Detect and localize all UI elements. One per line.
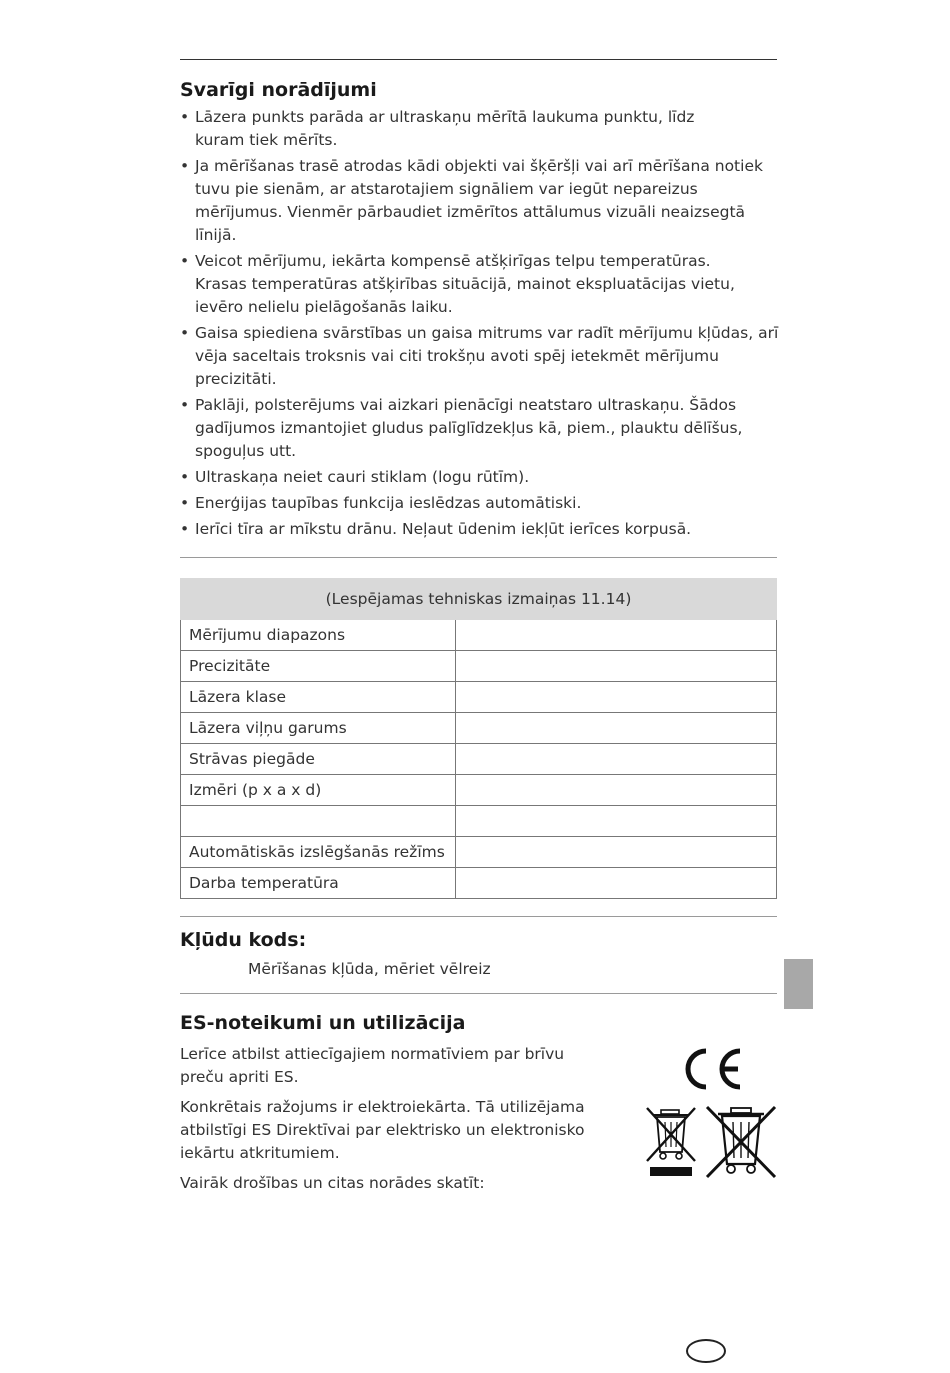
table-row [181, 744, 777, 775]
page-marker-oval [686, 1339, 726, 1363]
spec-value [456, 868, 777, 899]
section-divider [180, 993, 777, 994]
list-item: • Enerģijas taupības funkcija ieslēdzas automātiski. [180, 492, 780, 515]
list-item: • Veicot mērījumu, iekārta kompensē atšķirīgas telpu temperatūras. Krasas temperatūras atšķirības situācijā, mainot ekspluatācijas vietu, ievēro nelielu pielāgošanās laiku. [180, 250, 755, 319]
es-title: ES-noteikumi un utilizācija [180, 1012, 466, 1034]
ce-mark-icon [678, 1044, 746, 1094]
es-text [180, 1043, 610, 1202]
list-item: • Ierīci tīra ar mīkstu drānu. Neļaut ūdenim iekļūt ierīces korpusā. [180, 518, 780, 541]
spec-value [456, 682, 777, 713]
spec-value [456, 837, 777, 868]
spec-label [181, 806, 456, 837]
spec-label: Darba temperatūra [181, 868, 456, 899]
spec-label: Lāzera viļņu garums [181, 713, 456, 744]
spec-label: Lāzera klase [181, 682, 456, 713]
table-row [181, 806, 777, 837]
spec-label: Mērījumu diapazons [181, 620, 456, 651]
spec-label: Precizitāte [181, 651, 456, 682]
list-item: • Ultraskaņa neiet cauri stiklam (logu rūtīm). [180, 466, 780, 489]
spec-table-header: (Lespējamas tehniskas izmaiņas 11.14) [181, 579, 777, 620]
spec-value [456, 806, 777, 837]
es-paragraph: Lerīce atbilst attiecīgajiem normatīviem par brīvu preču apriti ES. [180, 1045, 565, 1086]
top-rule [180, 59, 777, 60]
side-tab-marker [784, 959, 813, 1009]
section-divider [180, 916, 777, 917]
table-row [181, 682, 777, 713]
table-row [181, 620, 777, 651]
table-row [181, 868, 777, 899]
spec-value [456, 713, 777, 744]
section-divider [180, 557, 777, 558]
list-item: • Ja mērīšanas trasē atrodas kādi objekti vai šķēršļi vai arī mērīšana notiek tuvu pie sienām, ar atstarotajiem signāliem var iegūt nepareizus mērījumus. Vienmēr pārbaudiet izmērītos attālumus vizuāli neaizsegtā līnijā. [180, 155, 780, 247]
table-row [181, 713, 777, 744]
notes-title: Svarīgi norādījumi [180, 79, 377, 101]
notes-list [180, 106, 780, 544]
spec-label: Izmēri (p x a x d) [181, 775, 456, 806]
crossed-bin-icon [704, 1104, 778, 1180]
crossed-bin-icon [645, 1106, 697, 1178]
list-item: • Paklāji, polsterējums vai aizkari pienācīgi neatstaro ultraskaņu. Šādos gadījumos izmantojiet gludus palīglīdzekļus kā, piem., plauktu dēlīšus, spoguļus utt. [180, 394, 780, 463]
es-paragraph: Konkrētais ražojums ir elektroiekārta. Tā utilizējama atbilstīgi ES Direktīvai par elektrisko un elektronisko iekārtu atkritumiem. [180, 1098, 585, 1162]
spec-value [456, 651, 777, 682]
spec-value [456, 744, 777, 775]
error-description: Mērīšanas kļūda, mēriet vēlreiz [248, 960, 491, 978]
table-row [181, 651, 777, 682]
spec-value [456, 775, 777, 806]
es-paragraph: Vairāk drošības un citas norādes skatīt: [180, 1174, 485, 1192]
spec-value [456, 620, 777, 651]
errors-title: Kļūdu kods: [180, 929, 307, 951]
spec-label: Strāvas piegāde [181, 744, 456, 775]
table-row [181, 775, 777, 806]
list-item: • Lāzera punkts parāda ar ultraskaņu mērītā laukuma punktu, līdz kuram tiek mērīts. [180, 106, 695, 152]
table-row [181, 837, 777, 868]
spec-table [180, 578, 777, 899]
list-item: • Gaisa spiediena svārstības un gaisa mitrums var radīt mērījumu kļūdas, arī vēja saceltais troksnis vai citi trokšņu avoti spēj ietekmēt mērījumu precizitāti. [180, 322, 780, 391]
spec-label: Automātiskās izslēgšanās režīms [181, 837, 456, 868]
